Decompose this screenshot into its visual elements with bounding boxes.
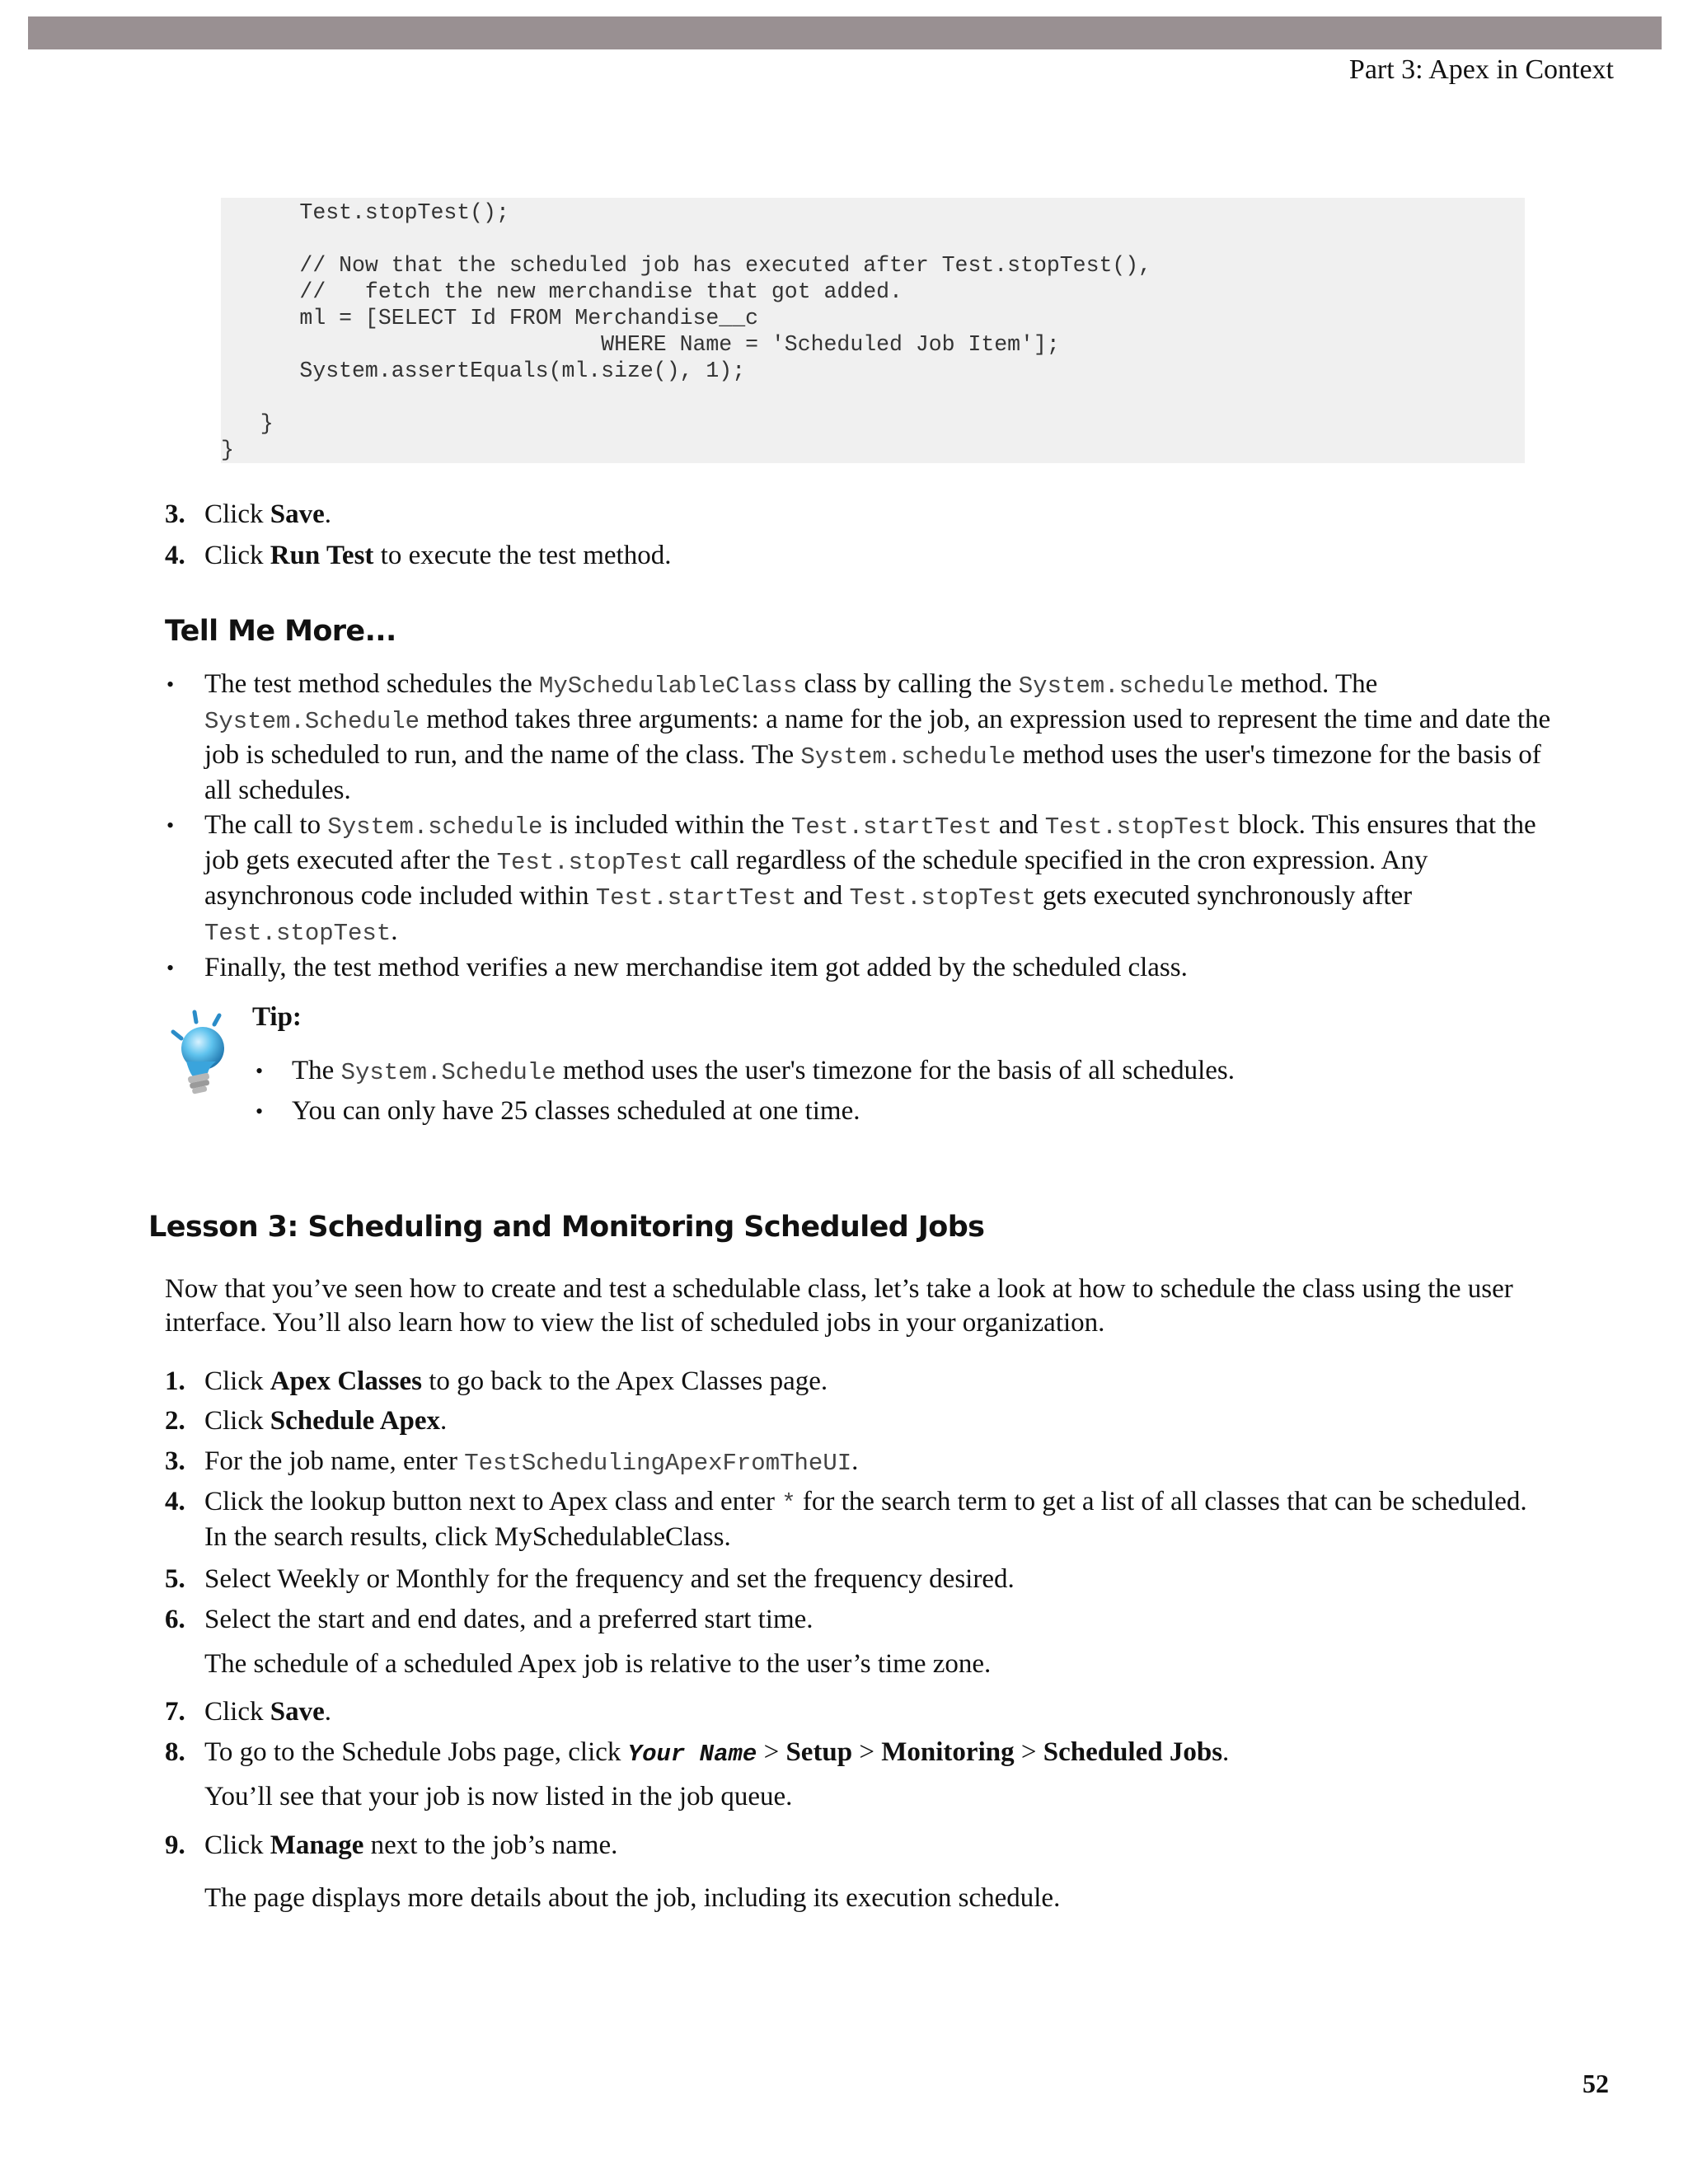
step-number: 2.	[165, 1406, 185, 1436]
step-text: .	[324, 1697, 331, 1727]
step-number: 1.	[165, 1366, 185, 1396]
step-text: to go back to the Apex Classes page.	[422, 1366, 828, 1396]
step-text: Click	[204, 541, 270, 570]
lesson-step-9	[165, 1829, 1556, 1863]
code-inline: System.Schedule	[340, 1059, 556, 1086]
code-inline: Test.stopTest	[204, 920, 392, 947]
text: method uses the user's timezone for the basis of all schedules.	[556, 1056, 1236, 1085]
step-text: .	[1222, 1737, 1230, 1767]
step-text: .	[324, 499, 331, 529]
text: and	[992, 810, 1045, 840]
separator: >	[1014, 1737, 1043, 1767]
step-number: 6.	[165, 1605, 185, 1634]
lesson-step-6	[165, 1603, 1556, 1637]
lesson-intro: Now that you’ve seen how to create and test a schedulable class, let’s take a look at how to schedule the class using the user interface. You’ll also learn how to view the list of scheduled jobs in your organization.	[165, 1274, 1513, 1338]
step-text: to execute the test method.	[373, 541, 672, 570]
step-text: Click	[204, 1406, 270, 1436]
step-text: Click	[204, 1697, 270, 1727]
text: and	[796, 881, 850, 911]
header-bar	[28, 16, 1662, 49]
step-8-note: You’ll see that your job is now listed in the job queue.	[204, 1782, 793, 1811]
step-number: 4.	[165, 541, 185, 570]
ui-label-save: Save	[270, 499, 325, 529]
lesson-heading: Lesson 3: Scheduling and Monitoring Scheduled Jobs	[148, 1211, 985, 1244]
separator: >	[852, 1737, 882, 1767]
code-inline: Test.stopTest	[1044, 813, 1231, 841]
ui-label-manage: Manage	[270, 1830, 364, 1860]
tell-me-more-heading: Tell Me More...	[165, 615, 396, 648]
step-text: Click	[204, 1366, 270, 1396]
step-text: next to the job’s name.	[363, 1830, 618, 1860]
lesson-step-5	[165, 1563, 1556, 1596]
text: method. The	[1233, 669, 1378, 699]
step-text: Select the start and end dates, and a preferred start time.	[204, 1605, 814, 1634]
text: method uses the user's timezone for the basis of all schedules.	[204, 740, 1541, 805]
step-number: 3.	[165, 499, 185, 529]
lesson-step-1	[165, 1365, 1556, 1399]
tip-list	[292, 1052, 1528, 1131]
code-inline: System.schedule	[800, 743, 1016, 771]
ui-label-save: Save	[270, 1697, 325, 1727]
step-number: 7.	[165, 1697, 185, 1727]
ui-label-setup: Setup	[785, 1737, 853, 1767]
code-inline: Test.startTest	[595, 884, 797, 912]
code-inline: System.Schedule	[204, 708, 420, 735]
tip-title: Tip:	[252, 1002, 302, 1032]
code-inline: MySchedulableClass	[538, 673, 798, 700]
ui-label-scheduled-jobs: Scheduled Jobs	[1043, 1737, 1223, 1767]
ui-label-run-test: Run Test	[270, 541, 374, 570]
lesson-step-4	[165, 1485, 1556, 1554]
text: gets executed synchronously after	[1035, 881, 1413, 911]
step-6-note: The schedule of a scheduled Apex job is relative to the user’s time zone.	[204, 1649, 992, 1679]
step-3-save	[165, 498, 331, 532]
running-header: Part 3: Apex in Context	[1348, 54, 1614, 85]
step-number: 9.	[165, 1830, 185, 1860]
code-inline: Test.stopTest	[849, 884, 1036, 912]
tell-me-more-list	[204, 668, 1556, 986]
step-4-run-test	[165, 539, 672, 573]
text: .	[391, 916, 398, 946]
step-number: 8.	[165, 1737, 185, 1767]
ui-label-apex-classes: Apex Classes	[270, 1366, 423, 1396]
step-text: Click	[204, 499, 270, 529]
text: call regardless of the schedule specified in the cron expression. Any asynchronous code included within	[204, 846, 1428, 911]
code-inline: *	[781, 1490, 796, 1517]
code-inline: Test.stopTest	[496, 849, 683, 876]
step-number: 5.	[165, 1564, 185, 1594]
lightbulb-icon	[165, 1007, 239, 1098]
step-number: 4.	[165, 1487, 185, 1516]
lesson-step-8	[165, 1736, 1556, 1771]
step-text: for the search term to get a list of all classes that can be scheduled. In the search results, click MySchedulableClass.	[204, 1487, 1527, 1552]
lesson-step-2	[165, 1404, 1556, 1438]
page-number: 52	[1582, 2069, 1609, 2098]
lesson-step-3	[165, 1445, 1556, 1480]
text: is included within the	[542, 810, 791, 840]
step-text: .	[440, 1406, 448, 1436]
step-text: For the job name, enter	[204, 1446, 465, 1476]
list-item	[204, 808, 1556, 950]
step-number: 3.	[165, 1446, 185, 1476]
list-item	[204, 668, 1556, 808]
text: class by calling the	[797, 669, 1019, 699]
list-item: • Finally, the test method verifies a new merchandise item got added by the scheduled class.	[204, 951, 1556, 985]
text: method takes three arguments: a name for the job, an expression used to represent the time and date the job is scheduled to run, and the name of the class. The	[204, 705, 1551, 770]
code-text: Test.stopTest(); // Now that the scheduled job has executed after Test.stopTest(), // fetch the new merchandise that got added. ml = [SELECT Id FROM Merchandise__c WHERE Name = 'Scheduled Job Item']; System.assertEquals(ml.size(), 1); } }	[221, 200, 1152, 462]
code-inline: Your Name	[627, 1741, 757, 1768]
list-item	[292, 1052, 1528, 1092]
text: The test method schedules the	[204, 669, 539, 699]
step-text: .	[851, 1446, 859, 1476]
ui-label-monitoring: Monitoring	[881, 1737, 1015, 1767]
list-item: • You can only have 25 classes scheduled at one time.	[292, 1092, 1528, 1131]
step-text: Select Weekly or Monthly for the frequency and set the frequency desired.	[204, 1564, 1015, 1594]
lesson-step-7	[165, 1695, 1556, 1729]
text: The call to	[204, 810, 328, 840]
code-inline: Test.startTest	[790, 813, 992, 841]
step-text: Click the lookup button next to Apex class and enter	[204, 1487, 782, 1516]
step-9-note: The page displays more details about the job, including its execution schedule.	[204, 1883, 1061, 1913]
code-block	[221, 198, 1525, 463]
separator: >	[757, 1737, 786, 1767]
code-inline: System.schedule	[327, 813, 543, 841]
code-inline: TestSchedulingApexFromTheUI	[464, 1450, 852, 1477]
step-text: To go to the Schedule Jobs page, click	[204, 1737, 628, 1767]
text: The	[292, 1056, 341, 1085]
code-inline: System.schedule	[1018, 673, 1234, 700]
ui-label-schedule-apex: Schedule Apex	[270, 1406, 441, 1436]
text: block. This ensures that the job gets executed after the	[204, 810, 1536, 875]
step-text: Click	[204, 1830, 270, 1860]
